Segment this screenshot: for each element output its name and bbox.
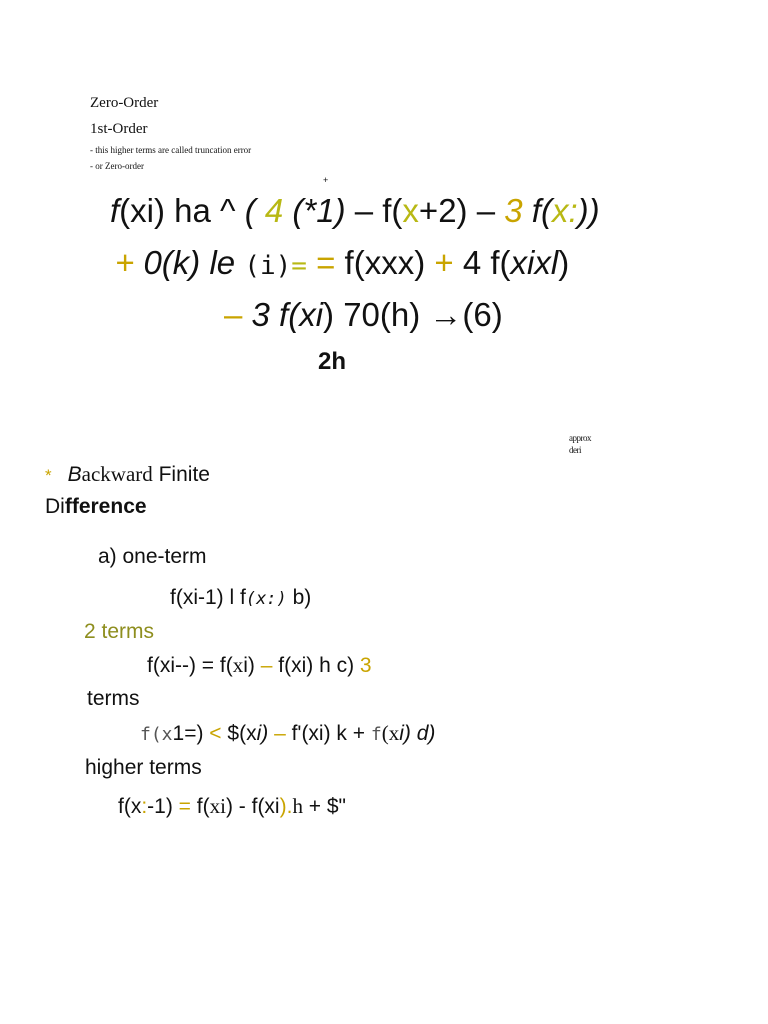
zero-order-label: Zero-Order <box>90 95 159 111</box>
formula-variable: x <box>402 192 419 229</box>
formula-text: – <box>467 192 505 229</box>
item-b-formula <box>147 653 372 678</box>
formula-coefficient: 3 <box>504 192 523 229</box>
heading-text: fference <box>64 495 147 518</box>
formula-operator: – <box>260 654 273 677</box>
item-d-label: higher terms <box>85 756 202 779</box>
formula-text: f(xxx) <box>344 244 435 281</box>
formula-text: i) d) <box>399 722 436 745</box>
bullet-star: * <box>45 466 52 485</box>
heading-text: B <box>67 463 82 486</box>
formula-text: $(x <box>221 722 257 745</box>
formula-operator: = <box>291 251 307 281</box>
formula-coefficient: 3 <box>359 654 372 677</box>
formula-line-2 <box>115 244 569 282</box>
formula-text: f(xi--) = f( <box>147 654 233 677</box>
formula-text: + $" <box>302 795 347 818</box>
formula-text: f <box>110 192 120 229</box>
formula-denominator: 2h <box>318 348 347 375</box>
item-c-formula <box>140 721 435 746</box>
formula-text: x <box>232 653 244 677</box>
formula-text: h <box>292 794 303 818</box>
formula-text: f'(xi) k + <box>285 722 371 745</box>
formula-text: )) <box>577 192 600 229</box>
formula-text: -1) <box>147 795 179 818</box>
formula-operator: + <box>115 244 144 281</box>
formula-text: ( <box>244 192 265 229</box>
formula-text: f(x <box>118 795 142 818</box>
plus-mark: + <box>323 175 329 185</box>
formula-text: ). <box>279 795 293 818</box>
formula-text: (i) <box>244 251 292 281</box>
heading-text: Finite <box>152 463 210 486</box>
formula-operator: = <box>178 795 191 818</box>
formula-text: (x <box>381 721 400 745</box>
formula-text: f(xi) h c) <box>272 654 360 677</box>
formula-text: i) <box>256 722 275 745</box>
formula-text: ) <box>558 244 570 281</box>
formula-text: f(xi-1) l f <box>170 586 246 609</box>
formula-text: i) <box>243 654 261 677</box>
formula-text: 1=) <box>172 722 210 745</box>
formula-line-3 <box>224 296 503 334</box>
approx-note: approx <box>569 433 591 443</box>
formula-text: – f( <box>345 192 403 229</box>
backward-heading <box>45 462 210 487</box>
formula-text: ) - f(xi <box>225 795 280 818</box>
item-a-formula <box>170 586 311 610</box>
formula-text: (xi) ha ^ <box>119 192 245 229</box>
first-order-label: 1st-Order <box>90 121 148 137</box>
formula-coefficient: 4 <box>264 192 284 229</box>
formula-line-1 <box>110 192 600 230</box>
formula-text: xi <box>209 794 226 818</box>
formula-text: (x:) <box>245 589 287 609</box>
formula-text: : <box>141 795 148 818</box>
heading-text: ackward <box>81 462 153 486</box>
truncation-note: - this higher terms are called truncation error <box>90 145 252 155</box>
formula-text: 3 f(xi <box>251 296 324 333</box>
formula-operator: = <box>306 244 345 281</box>
formula-text: (*1) <box>283 192 346 229</box>
derivative-note: deri <box>569 445 581 455</box>
formula-operator: < <box>209 722 222 745</box>
item-c-label: terms <box>87 687 140 710</box>
formula-text: f <box>370 724 382 745</box>
formula-variable: x: <box>551 192 578 229</box>
backward-heading-line2 <box>45 495 147 519</box>
formula-text: 0(k) le <box>143 244 245 281</box>
formula-text: f( <box>522 192 552 229</box>
item-b-label: 2 terms <box>84 620 155 643</box>
formula-text: b) <box>286 586 312 609</box>
formula-text: f(x <box>140 724 173 745</box>
formula-text: ) 70(h) →(6) <box>323 296 503 333</box>
formula-text: f( <box>190 795 210 818</box>
item-d-formula <box>118 794 346 819</box>
formula-operator: + <box>434 244 463 281</box>
formula-operator: – <box>274 722 286 745</box>
zero-order-note: - or Zero-order <box>90 161 144 171</box>
formula-text: 4 f( <box>462 244 511 281</box>
formula-text: xixl <box>510 244 559 281</box>
item-a-label: a) one-term <box>98 545 207 568</box>
formula-text: +2) <box>418 192 468 229</box>
formula-operator: – <box>224 296 252 333</box>
heading-text: Di <box>45 495 65 518</box>
